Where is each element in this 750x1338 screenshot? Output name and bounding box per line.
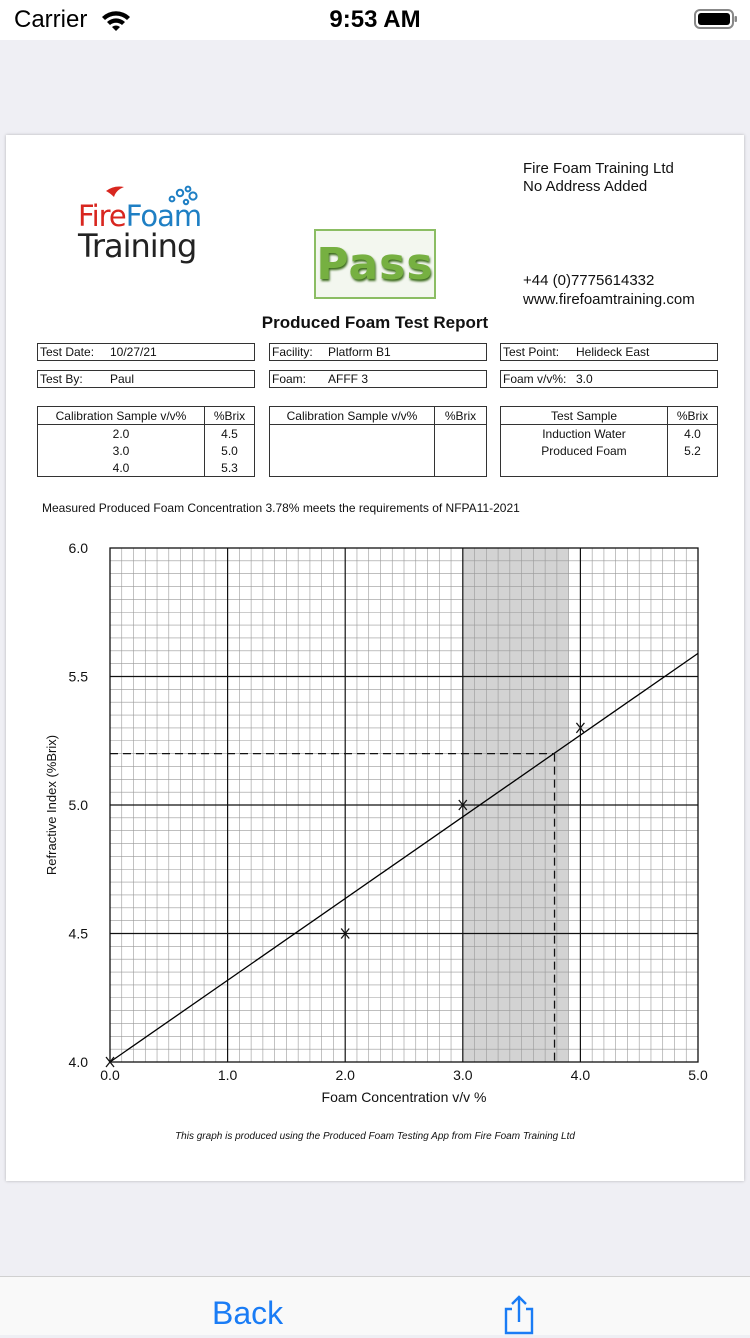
table-cell: 2.0 [38,425,205,443]
pass-badge-label: Pass [316,239,434,290]
company-website: www.firefoamtraining.com [523,291,695,308]
field-test-date-value: 10/27/21 [110,345,157,359]
bottom-toolbar [0,1276,750,1335]
table-cell: 4.0 [38,459,205,477]
carrier-label: Carrier [14,6,88,33]
battery-icon [694,9,738,29]
x-tick-label: 1.0 [217,1067,238,1083]
x-tick-label: 2.0 [335,1067,355,1083]
field-test-by-value: Paul [110,372,135,386]
table-header-cell: Calibration Sample v/v% [270,407,435,425]
share-icon [501,1295,537,1335]
company-phone: +44 (0)7775614332 [523,272,655,289]
company-name: Fire Foam Training Ltd [523,160,674,177]
table-cell: 4.5 [205,425,255,443]
table-cell: 5.2 [668,442,718,459]
y-axis-label: Refractive Index (%Brix) [44,734,59,876]
back-button[interactable]: Back [212,1295,284,1331]
x-tick-label: 0.0 [100,1067,120,1083]
calibration-chart [6,135,744,1125]
field-foam-vv-label: Foam v/v%: [503,372,567,386]
status-bar [0,0,750,40]
x-tick-label: 5.0 [688,1067,708,1083]
table-cell: 3.0 [38,442,205,459]
field-test-date-label: Test Date: [40,345,95,359]
table-cell: 5.0 [205,442,255,459]
y-tick-label: 6.0 [68,540,88,556]
table-header-cell: Calibration Sample v/v% [38,407,205,425]
table-cell: Produced Foam [501,442,668,459]
field-foam-vv-value: 3.0 [576,372,593,386]
measured-result-text: Measured Produced Foam Concentration 3.78% meets the requirements of NFPA11-2021 [42,501,520,515]
field-test-by-label: Test By: [40,372,83,386]
field-test-point-value: Helideck East [576,345,650,359]
x-axis-label: Foam Concentration v/v % [321,1089,487,1105]
table-cell: Induction Water [501,425,668,443]
field-facility-value: Platform B1 [328,345,391,359]
y-tick-label: 4.0 [68,1054,88,1070]
field-facility-label: Facility: [272,345,313,359]
x-tick-label: 3.0 [453,1067,473,1083]
clock: 9:53 AM [329,6,421,33]
table-header-cell: %Brix [205,407,255,425]
y-tick-label: 5.0 [68,797,88,813]
logo-foam: Foam [125,199,202,233]
table-header-cell: %Brix [435,407,487,425]
footnote: This graph is produced using the Produced Foam Testing App from Fire Foam Training Ltd [175,1131,575,1142]
report-page [6,135,744,1181]
x-tick-label: 4.0 [570,1067,591,1083]
table-header-cell: Test Sample [501,407,668,425]
field-foam-label: Foam: [272,372,307,386]
field-test-point-label: Test Point: [503,345,560,359]
table-cell: 5.3 [205,459,255,477]
share-button[interactable] [501,1295,537,1335]
logo-text-training: Training [78,227,197,265]
report-title: Produced Foam Test Report [261,313,489,332]
table-header-cell: %Brix [668,407,718,425]
field-foam-value: AFFF 3 [328,372,369,386]
y-tick-label: 5.5 [68,668,88,685]
company-address: No Address Added [523,178,648,195]
y-tick-label: 4.5 [68,925,88,942]
logo-fire: Fire [78,199,126,233]
table-cell: 4.0 [668,425,718,443]
